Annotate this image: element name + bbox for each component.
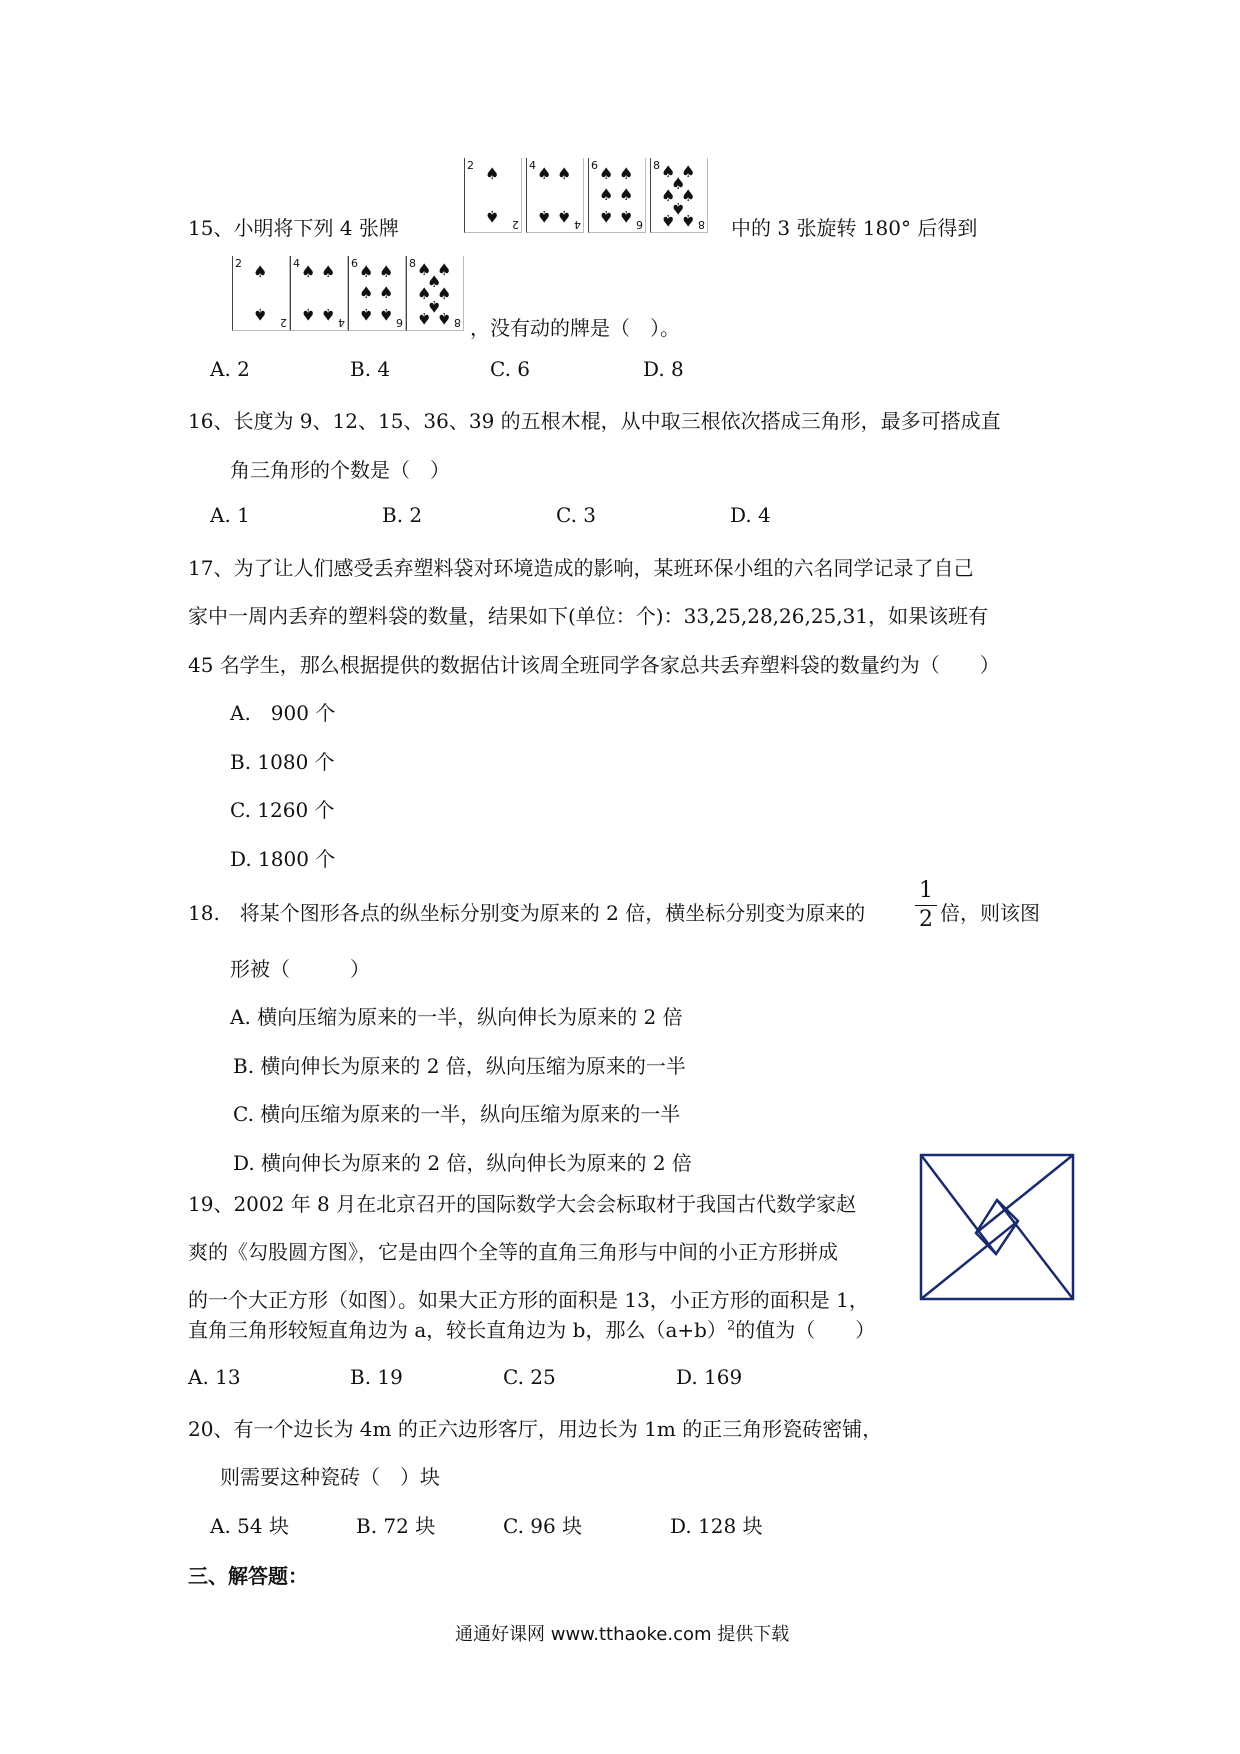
spade-pip-icon: ♠ xyxy=(379,305,394,324)
q15-option-d: D. 8 xyxy=(643,357,684,381)
spade-pip-icon: ♠ xyxy=(301,305,316,324)
spade-pip-icon: ♠ xyxy=(427,272,442,291)
spade-pip-icon: ♠ xyxy=(417,309,432,328)
q15-line2: ，没有动的牌是（ ）。 xyxy=(470,316,680,340)
spade-pip-icon: ♠ xyxy=(253,262,268,281)
q20-option-a: A. 54 块 xyxy=(210,1514,289,1538)
page-footer: 通通好课网 www.tthaoke.com 提供下载 xyxy=(455,1624,790,1645)
q19-option-c: C. 25 xyxy=(503,1365,556,1389)
q16-option-b: B. 2 xyxy=(382,503,423,527)
spade-pip-icon: ♠ xyxy=(437,260,452,279)
hypotenuse-line-2 xyxy=(976,1155,1073,1233)
q18-fraction xyxy=(915,878,937,933)
spade-pip-icon: ♠ xyxy=(379,283,394,302)
spade-pip-icon: ♠ xyxy=(619,164,634,183)
q19-line3: 的一个大正方形（如图）。如果大正方形的面积是 13，小正方形的面积是 1， xyxy=(188,1288,869,1312)
q15-option-b: B. 4 xyxy=(350,357,391,381)
q19-line4-suffix: 的值为（ ） xyxy=(735,1318,876,1342)
q16-option-a: A. 1 xyxy=(210,503,250,527)
hypotenuse-line-3 xyxy=(997,1200,1073,1299)
q18-option-c: C. 横向压缩为原来的一半，纵向压缩为原来的一半 xyxy=(233,1102,681,1126)
q17-option-c: C. 1260 个 xyxy=(230,798,335,822)
spade-pip-icon: ♠ xyxy=(485,207,500,226)
section-title: 三、解答题： xyxy=(188,1564,308,1588)
q18-option-a: A. 横向压缩为原来的一半，纵向伸长为原来的 2 倍 xyxy=(230,1005,683,1029)
playing-card-8-before xyxy=(650,158,708,233)
q17-line1: 17、为了让人们感受丢弃塑料袋对环境造成的影响，某班环保小组的六名同学记录了自己 xyxy=(188,556,974,580)
q19-line4 xyxy=(188,1314,875,1343)
playing-card-2-before xyxy=(464,158,522,233)
q20-line2: 则需要这种瓷砖（ ）块 xyxy=(220,1465,440,1489)
q17-option-a: A. 900 个 xyxy=(230,701,336,725)
q19-line4-prefix: 直角三角形较短直角边为 a，较长直角边为 b，那么（a+b） xyxy=(188,1318,727,1342)
card-rank-top: 2 xyxy=(467,159,474,172)
q16-line1: 16、长度为 9、12、15、36、39 的五根木棍，从中取三根依次搭成三角形，最多可搭成直 xyxy=(188,409,1001,433)
q19-option-a: A. 13 xyxy=(188,1365,241,1389)
card-rank-bottom: 4 xyxy=(574,218,581,231)
card-rank-top: 4 xyxy=(529,159,536,172)
spade-pip-icon: ♠ xyxy=(557,207,572,226)
q17-option-d: D. 1800 个 xyxy=(230,847,336,871)
spade-pip-icon: ♠ xyxy=(359,262,374,281)
card-rank-bottom: 4 xyxy=(338,316,345,329)
spade-pip-icon: ♠ xyxy=(671,174,686,193)
spade-pip-icon: ♠ xyxy=(681,162,696,181)
spade-pip-icon: ♠ xyxy=(681,186,696,205)
q18-fraction-bar xyxy=(915,905,937,906)
spade-pip-icon: ♠ xyxy=(379,262,394,281)
q18-option-b: B. 横向伸长为原来的 2 倍，纵向压缩为原来的一半 xyxy=(233,1054,686,1078)
spade-pip-icon: ♠ xyxy=(599,207,614,226)
spade-pip-icon: ♠ xyxy=(661,162,676,181)
q20-line1: 20、有一个边长为 4m 的正六边形客厅，用边长为 1m 的正三角形瓷砖密铺， xyxy=(188,1417,883,1441)
spade-pip-icon: ♠ xyxy=(661,186,676,205)
spade-pip-icon: ♠ xyxy=(417,284,432,303)
spade-pip-icon: ♠ xyxy=(301,262,316,281)
q18-line1-prefix: 18. 将某个图形各点的纵坐标分别变为原来的 2 倍，横坐标分别变为原来的 xyxy=(188,901,866,925)
spade-pip-icon: ♠ xyxy=(253,305,268,324)
pythagoras-figure xyxy=(918,1152,1078,1302)
q16-option-c: C. 3 xyxy=(556,503,597,527)
q19-option-d: D. 169 xyxy=(676,1365,743,1389)
q16-line2: 角三角形的个数是（ ） xyxy=(230,458,450,482)
card-rank-bottom: 2 xyxy=(280,316,287,329)
spade-pip-icon: ♠ xyxy=(537,207,552,226)
playing-card-4-after xyxy=(290,256,348,331)
card-rank-top: 2 xyxy=(235,257,242,270)
spade-pip-icon: ♠ xyxy=(321,262,336,281)
q18-fraction-numerator: 1 xyxy=(919,878,933,903)
spade-pip-icon: ♠ xyxy=(321,305,336,324)
hypotenuse-line-4 xyxy=(921,1221,1018,1299)
playing-card-8-after xyxy=(406,256,464,331)
playing-card-6-before xyxy=(588,158,646,233)
playing-card-6-after xyxy=(348,256,406,331)
card-rank-bottom: 8 xyxy=(454,316,461,329)
spade-pip-icon: ♠ xyxy=(619,185,634,204)
q19-option-b: B. 19 xyxy=(350,1365,403,1389)
q15-line1-prefix: 15、小明将下列 4 张牌 xyxy=(188,216,399,240)
q20-option-d: D. 128 块 xyxy=(670,1514,763,1538)
q18-line2: 形被（ ） xyxy=(230,957,370,981)
spade-pip-icon: ♠ xyxy=(681,211,696,230)
q19-line1: 19、2002 年 8 月在北京召开的国际数学大会会标取材于我国古代数学家赵 xyxy=(188,1192,857,1216)
q15-option-c: C. 6 xyxy=(490,357,531,381)
spade-pip-icon: ♠ xyxy=(557,164,572,183)
q20-option-b: B. 72 块 xyxy=(356,1514,436,1538)
q15-option-a: A. 2 xyxy=(210,357,250,381)
card-rank-top: 8 xyxy=(653,159,660,172)
spade-pip-icon: ♠ xyxy=(437,309,452,328)
q16-option-d: D. 4 xyxy=(730,503,771,527)
spade-pip-icon: ♠ xyxy=(671,199,686,218)
spade-pip-icon: ♠ xyxy=(619,207,634,226)
card-rank-bottom: 8 xyxy=(698,218,705,231)
spade-pip-icon: ♠ xyxy=(427,297,442,316)
spade-pip-icon: ♠ xyxy=(359,305,374,324)
large-square xyxy=(921,1155,1073,1299)
playing-card-4-before xyxy=(526,158,584,233)
spade-pip-icon: ♠ xyxy=(437,284,452,303)
q18-line1-suffix: 倍，则该图 xyxy=(940,901,1040,925)
hypotenuse-line-1 xyxy=(921,1155,996,1254)
spade-pip-icon: ♠ xyxy=(485,164,500,183)
spade-pip-icon: ♠ xyxy=(359,283,374,302)
card-rank-top: 8 xyxy=(409,257,416,270)
card-rank-bottom: 2 xyxy=(512,218,519,231)
q19-exponent: 2 xyxy=(726,1318,736,1334)
q18-option-d: D. 横向伸长为原来的 2 倍，纵向伸长为原来的 2 倍 xyxy=(233,1151,692,1175)
spade-pip-icon: ♠ xyxy=(599,185,614,204)
card-rank-top: 4 xyxy=(293,257,300,270)
card-rank-bottom: 6 xyxy=(636,218,643,231)
playing-card-2-after xyxy=(232,256,290,331)
card-rank-top: 6 xyxy=(591,159,598,172)
spade-pip-icon: ♠ xyxy=(599,164,614,183)
spade-pip-icon: ♠ xyxy=(661,211,676,230)
q15-line1-suffix: 中的 3 张旋转 180° 后得到 xyxy=(731,216,978,240)
q20-option-c: C. 96 块 xyxy=(503,1514,583,1538)
q17-option-b: B. 1080 个 xyxy=(230,750,335,774)
q19-line2: 爽的《勾股圆方图》，它是由四个全等的直角三角形与中间的小正方形拼成 xyxy=(188,1240,838,1264)
q17-line2: 家中一周内丢弃的塑料袋的数量，结果如下(单位：个)：33,25,28,26,25,31，如果该班有 xyxy=(188,604,989,628)
card-rank-bottom: 6 xyxy=(396,316,403,329)
card-rank-top: 6 xyxy=(351,257,358,270)
spade-pip-icon: ♠ xyxy=(417,260,432,279)
q17-line3: 45 名学生，那么根据提供的数据估计该周全班同学各家总共丢弃塑料袋的数量约为（ ） xyxy=(188,653,1000,677)
q18-fraction-denominator: 2 xyxy=(919,907,933,932)
spade-pip-icon: ♠ xyxy=(537,164,552,183)
